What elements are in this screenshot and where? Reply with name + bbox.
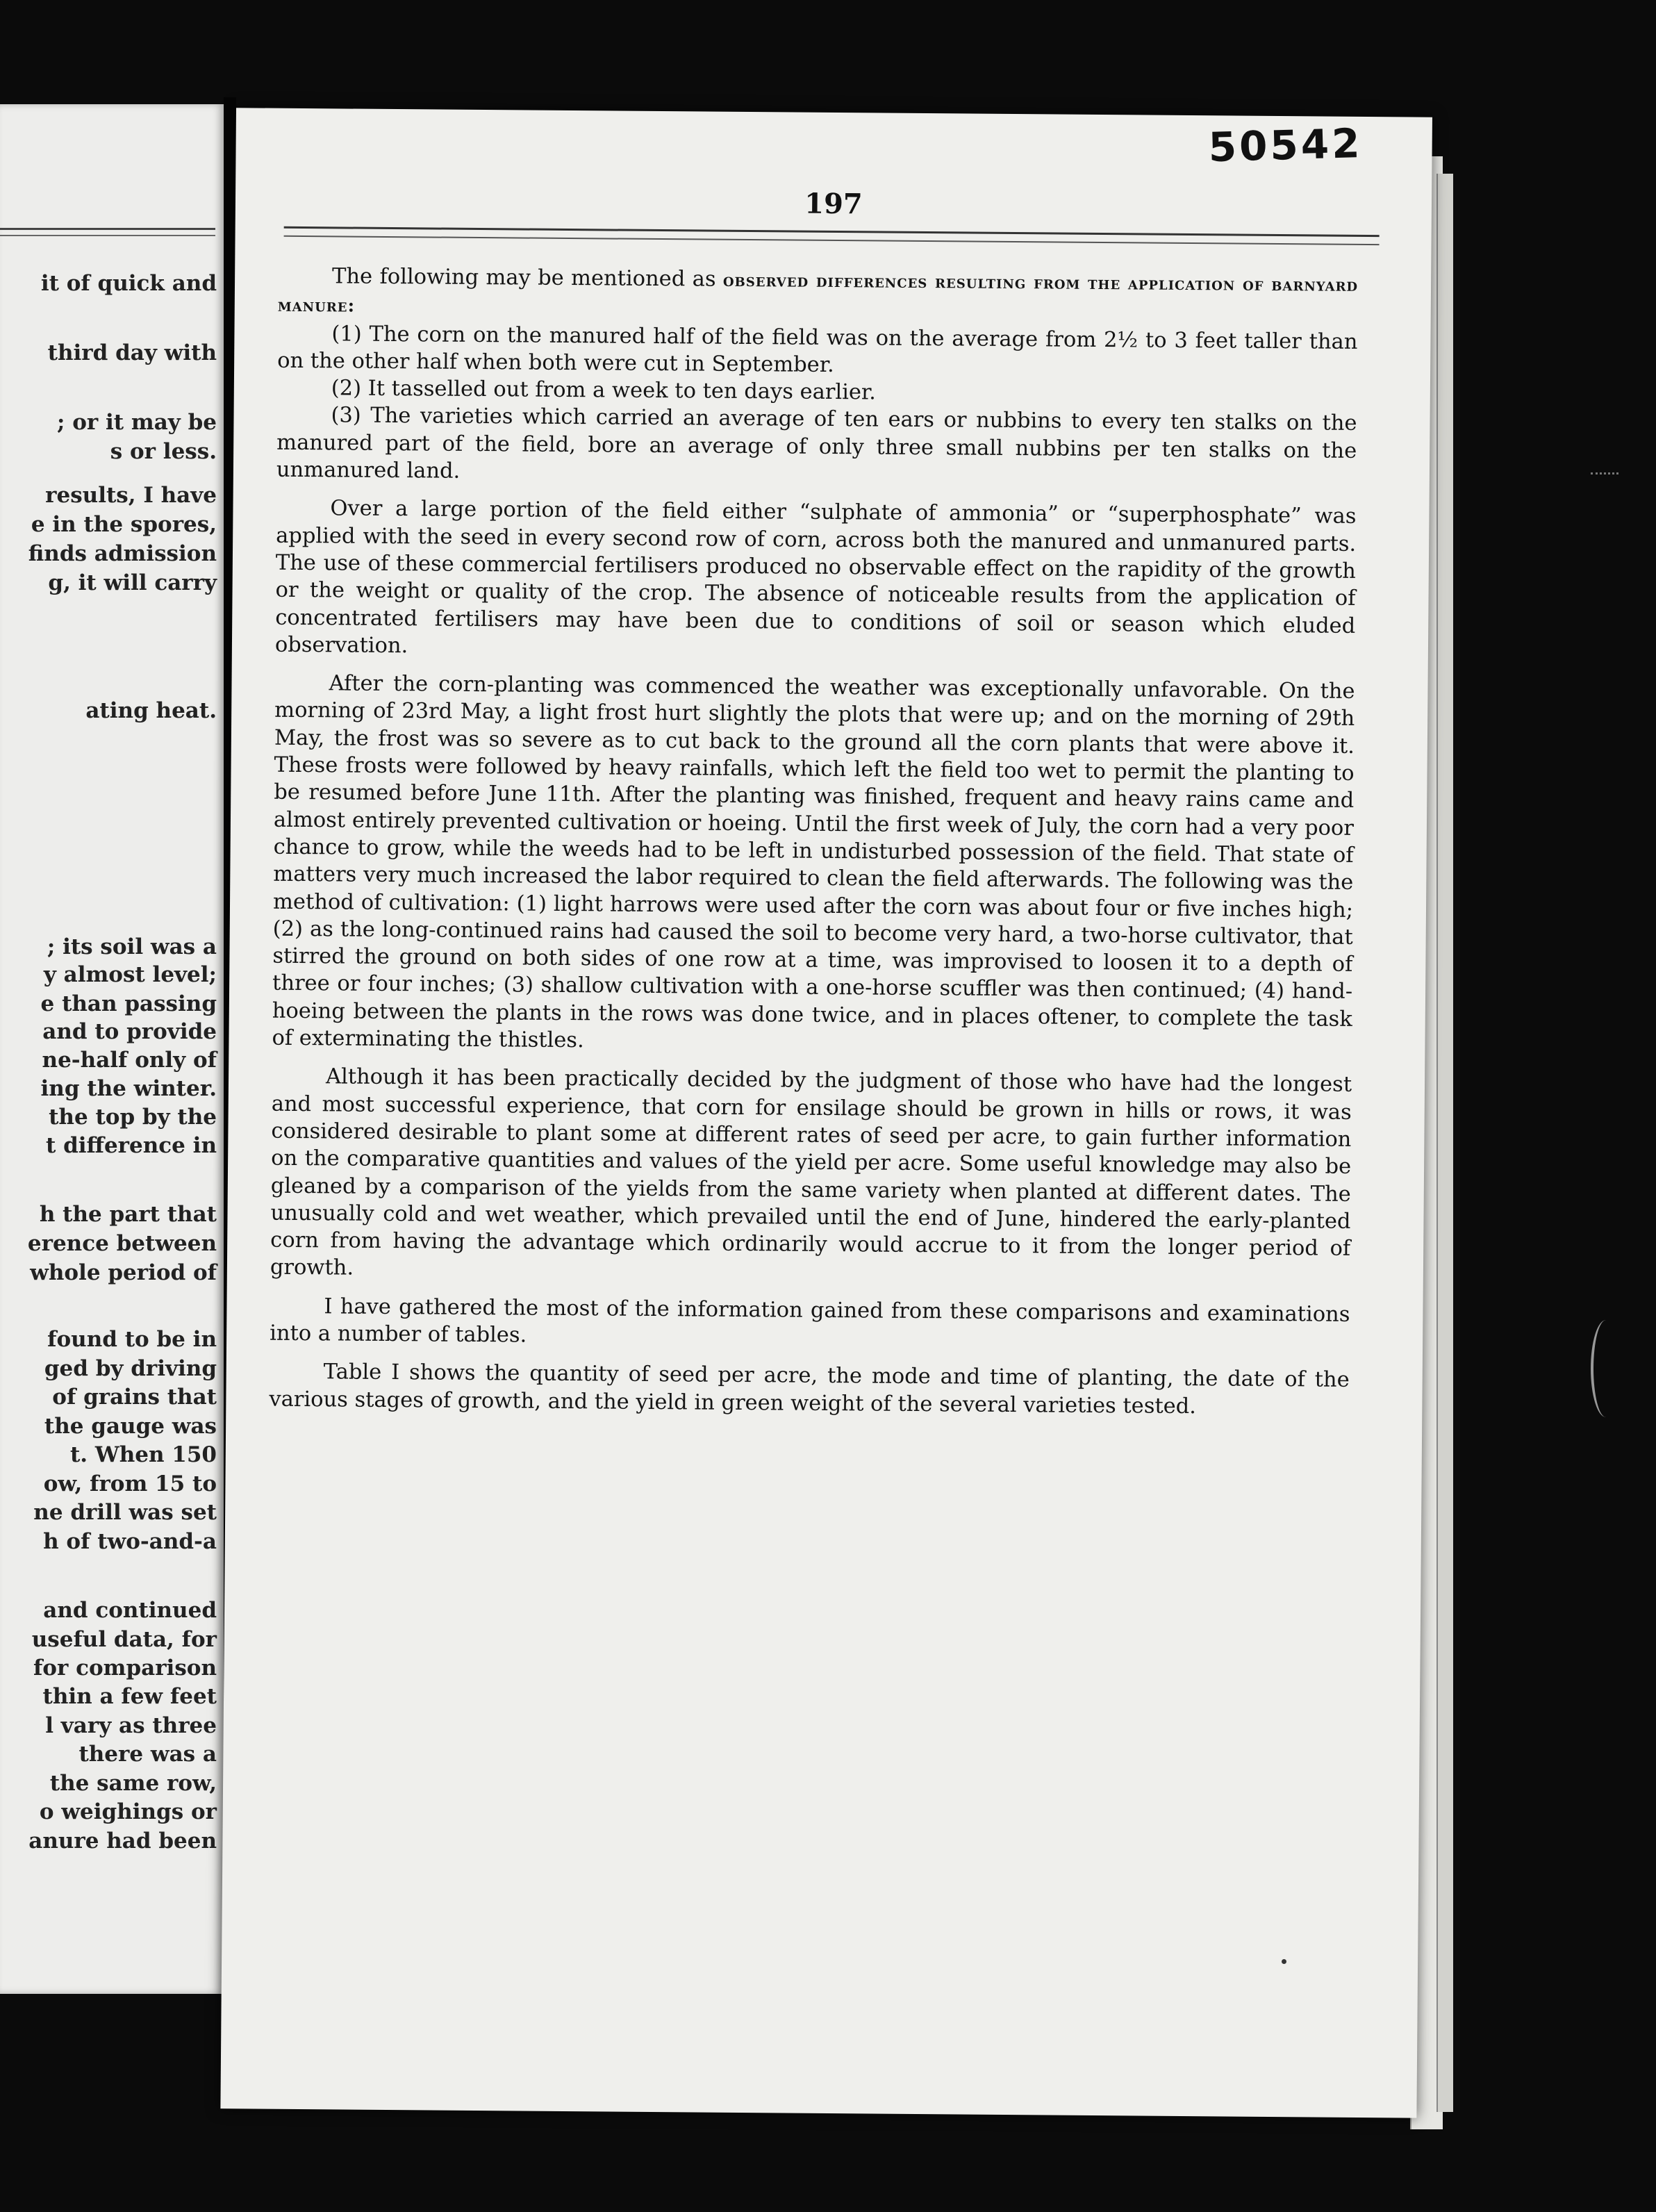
left-page-line: h the part that <box>39 1202 217 1227</box>
left-page-line: l vary as three <box>45 1713 217 1738</box>
left-page-line: s or less. <box>110 439 217 464</box>
intro-paragraph <box>278 263 1359 329</box>
left-page-line: finds admission <box>28 541 217 566</box>
left-page-line: found to be in <box>47 1327 217 1352</box>
left-page-line: ne-half only of <box>42 1048 217 1073</box>
page-number: 197 <box>804 187 863 221</box>
left-page-line: y almost level; <box>43 962 217 987</box>
left-page-line: the same row, <box>49 1771 217 1796</box>
left-page-header-rule <box>0 228 215 236</box>
left-page-line: useful data, for <box>31 1627 217 1652</box>
margin-mark <box>1591 472 1618 481</box>
intro-heading: observed differences resulting from the application of barnyard manure: <box>277 270 1359 317</box>
left-page-line: of grains that <box>52 1385 217 1410</box>
ink-dot <box>1282 1959 1286 1964</box>
left-page-line: anure had been <box>28 1829 217 1854</box>
right-page <box>220 108 1432 2118</box>
left-page-line: ; its soil was a <box>47 934 217 959</box>
page-stack-edge-inner <box>1436 174 1453 2112</box>
left-page-line: e than passing <box>40 991 217 1016</box>
left-page-line: thin a few feet <box>42 1684 217 1709</box>
left-page-line: ating heat. <box>85 698 217 723</box>
left-page-line: erence between <box>27 1231 217 1256</box>
left-page-line: for comparison <box>33 1656 217 1681</box>
left-page-line: the top by the <box>49 1105 217 1130</box>
left-page-line: t. When 150 <box>69 1442 217 1467</box>
intro-lead: The following may be mentioned as <box>331 264 716 292</box>
left-page-line: third day with <box>47 340 217 365</box>
left-page-line: ged by driving <box>44 1356 217 1381</box>
paragraph-seeding-rates: Although it has been practically decided by the judgment of those who have had the longest and most successful experience, that corn for ensilage should be grown in hills or rows, it was considered desirable to plant some at different rates of seed per acre, to gain further information on the comparative quantities and values of the yield per acre. Some useful knowledge may also be gleaned by a comparison of the yields from the same variety when planted at different dates. The unusually cold and wet weather, which prevailed until the end of June, hindered the early-planted corn from having the advantage which ordinarily would accrue to it from the longer period of growth. <box>270 1064 1352 1281</box>
left-page-line: ; or it may be <box>56 410 217 435</box>
left-page-line: h of two-and-a <box>43 1529 217 1554</box>
margin-bracket <box>1591 1320 1621 1417</box>
header-rule <box>284 226 1380 245</box>
left-page-line: ne drill was set <box>33 1500 217 1525</box>
paragraph-weather: After the corn-planting was commenced the weather was exceptionally unfavorable. On the morning of 23rd May, a light frost hurt slightly the plots that were up; and on the morning of 29th May, the frost was so severe as to cut back to the ground all the corn plants that were above it. These frosts were followed by heavy rainfalls, which left the field too wet to permit the planting to be resumed before June 11th. After the planting was finished, frequent and heavy rains came and almost entirely prevented cultivation or hoeing. Until the first week of July, the corn had a very poor chance to grow, while the weeds had to be left in undisturbed possession of the field. That state of matters very much increased the labor required to clean the field afterwards. The following was the method of cultivation: (1) light harrows were used after the corn was about four or five inches high; (2) as the long-continued rains had caused the soil to become very hard, a two-horse cultivator, that stirred the ground on both sides of one row at a time, was improvised to loosen it to a depth of three or four inches; (3) shallow cultivation with a one-horse scuffler was then continued; (4) hand-hoeing between the plants in the rows was done twice, and in places oftener, to complete the task of exterminating the thistles. <box>272 671 1355 1053</box>
left-page-line: t difference in <box>45 1133 217 1158</box>
paragraph-tables: I have gathered the most of the information gained from these comparisons and examinations into a number of tables. <box>270 1294 1350 1348</box>
left-page-line: it of quick and <box>40 271 217 296</box>
left-page-line: o weighings or <box>39 1799 217 1824</box>
accession-number: 50542 <box>1207 119 1364 172</box>
left-page-line: there was a <box>78 1742 217 1767</box>
list-item-2: (2) It tasselled out from a week to ten days earlier. <box>331 376 877 405</box>
paragraph-table-one: Table I shows the quantity of seed per acre, the mode and time of planting, the date of the various stages of growth, and the yield in green weight of the several varieties tested. <box>269 1360 1350 1419</box>
left-page-line: and continued <box>43 1598 217 1623</box>
left-page-line: ow, from 15 to <box>43 1471 217 1496</box>
left-page-line: e in the spores, <box>31 512 217 537</box>
left-page-line: ing the winter. <box>40 1076 217 1101</box>
list-item-3: (3) The varieties which carried an average of ten ears or nubbins to every ten stalks on the manured part of the field, bore an average of only three small nubbins per ten stalks on the unmanured land. <box>276 403 1357 484</box>
left-page-line: the gauge was <box>44 1414 217 1439</box>
paragraph-fertilisers: Over a large portion of the field either “sulphate of ammonia” or “superphosphate” was applied with the seed in every second row of corn, across both the manured and unmanured parts. The use of these commercial fertilisers produced no observable effect on the rapidity of the growth or the weight or quality of the crop. The absence of noticeable results from the application of concentrated fertilisers may have been due to conditions of soil or season which eluded observation. <box>274 496 1357 659</box>
list-item-1: (1) The corn on the manured half of the field was on the average from 2½ to 3 feet taller than on the other half when both were cut in September. <box>277 321 1358 377</box>
body-text <box>269 263 1358 1421</box>
left-page-line: results, I have <box>45 483 217 508</box>
left-page-line: g, it will carry <box>48 570 217 595</box>
left-page-line: and to provide <box>42 1019 217 1044</box>
left-page-line: whole period of <box>30 1260 217 1285</box>
left-page <box>0 104 224 1994</box>
